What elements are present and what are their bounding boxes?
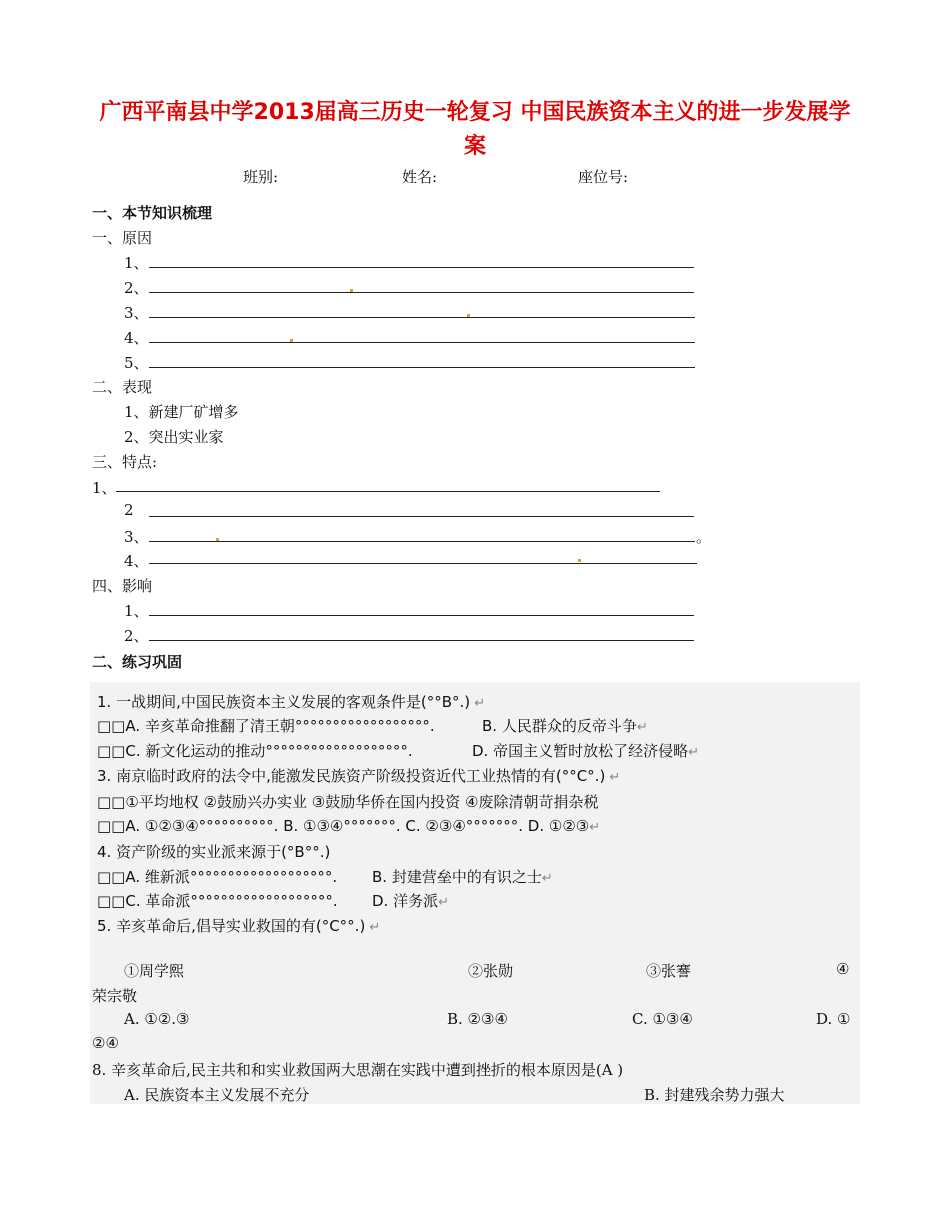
question-3: 3. 南京临时政府的法令中,能激发民族资产阶级投资近代工业热情的有(°°C°.) ↵ xyxy=(97,767,621,785)
answer-blank-line[interactable] xyxy=(149,516,694,517)
question-5-choice-4-continued: 荣宗敬 xyxy=(92,987,138,1005)
subheading-causes: 一、原因 xyxy=(92,229,153,247)
question-5: 5. 辛亥革命后,倡导实业救国的有(°C°°.) ↵ xyxy=(97,917,381,935)
stray-mark xyxy=(290,339,293,342)
subheading-manifestations: 二、表现 xyxy=(92,378,153,396)
cause-item-5: 5、 xyxy=(124,354,149,372)
feature-item-1: 1、 xyxy=(92,479,117,497)
impact-item-1: 1、 xyxy=(124,602,149,620)
answer-blank-line[interactable] xyxy=(149,342,695,343)
page-title-continued: 案 xyxy=(463,134,486,159)
question-8-option-a: A. 民族资本主义发展不充分 xyxy=(124,1086,310,1104)
answer-blank-line[interactable] xyxy=(149,615,694,616)
question-4-option-c: □□C. 革命派°°°°°°°°°°°°°°°°°°°. xyxy=(97,892,338,910)
question-5-option-d: D. ① xyxy=(816,1010,851,1028)
answer-blank-line[interactable] xyxy=(149,367,695,368)
answer-blank-line[interactable] xyxy=(149,317,695,318)
question-4-option-d: D. 洋务派↵ xyxy=(372,892,449,910)
question-1-option-b: B. 人民群众的反帝斗争↵ xyxy=(482,717,648,735)
feature-item-2: 2 xyxy=(124,501,134,519)
question-1-option-a: □□A. 辛亥革命推翻了清王朝°°°°°°°°°°°°°°°°°°. xyxy=(97,717,435,735)
stray-mark xyxy=(350,289,353,292)
stray-mark xyxy=(467,314,470,317)
question-5-choice-4: ④ xyxy=(836,960,850,978)
question-5-option-d-continued: ②④ xyxy=(92,1034,119,1052)
question-3-statements: □□①平均地权 ②鼓励兴办实业 ③鼓励华侨在国内投资 ④废除清朝苛捐杂税 xyxy=(97,793,599,811)
question-5-choice-2: ②张勋 xyxy=(468,962,514,980)
cause-item-4: 4、 xyxy=(124,329,149,347)
answer-blank-line[interactable] xyxy=(149,267,694,268)
feature-item-3: 3、 xyxy=(124,528,149,546)
stray-mark xyxy=(216,538,219,541)
seat-label: 座位号: xyxy=(578,168,629,186)
question-5-option-a: A. ①②.③ xyxy=(124,1010,190,1028)
question-4: 4. 资产阶级的实业派来源于(°B°°.) xyxy=(97,843,331,861)
question-5-option-c: C. ①③④ xyxy=(632,1010,693,1028)
subheading-features: 三、特点: xyxy=(92,453,158,471)
answer-blank-line[interactable] xyxy=(116,491,660,492)
question-4-option-a: □□A. 维新派°°°°°°°°°°°°°°°°°°°. xyxy=(97,868,338,886)
impact-item-2: 2、 xyxy=(124,627,149,645)
answer-blank-line[interactable] xyxy=(149,640,694,641)
question-1-option-c: □□C. 新文化运动的推动°°°°°°°°°°°°°°°°°°°. xyxy=(97,742,413,760)
name-label: 姓名: xyxy=(402,168,438,186)
question-3-answers: □□A. ①②③④°°°°°°°°°°. B. ①③④°°°°°°°. C. ②③④°°°°°°°. D. ①②③↵ xyxy=(97,817,601,835)
question-5-option-b: B. ②③④ xyxy=(447,1010,508,1028)
question-5-choice-3: ③张謇 xyxy=(646,962,692,980)
question-8-option-b: B. 封建残余势力强大 xyxy=(644,1086,785,1104)
section-heading-knowledge: 一、本节知识梳理 xyxy=(92,204,213,222)
cause-item-1: 1、 xyxy=(124,254,149,272)
manifestation-item-2: 2、突出实业家 xyxy=(124,428,224,446)
answer-blank-line[interactable] xyxy=(149,563,697,564)
cause-item-2: 2、 xyxy=(124,279,149,297)
section-heading-exercises: 二、练习巩固 xyxy=(92,653,183,671)
question-8: 8. 辛亥革命后,民主共和和实业救国两大思潮在实践中遭到挫折的根本原因是(A ) xyxy=(92,1061,624,1079)
question-1-option-d: D. 帝国主义暂时放松了经济侵略↵ xyxy=(472,742,699,760)
sentence-end-mark: 。 xyxy=(696,528,712,546)
stray-mark xyxy=(578,559,581,562)
question-1: 1. 一战期间,中国民族资本主义发展的客观条件是(°°B°.) ↵ xyxy=(97,693,486,711)
question-4-option-b: B. 封建营垒中的有识之士↵ xyxy=(372,868,553,886)
question-5-choice-1: ①周学熙 xyxy=(124,962,185,980)
cause-item-3: 3、 xyxy=(124,304,149,322)
manifestation-item-1: 1、新建厂矿增多 xyxy=(124,403,239,421)
answer-blank-line[interactable] xyxy=(149,541,695,542)
class-label: 班别: xyxy=(243,168,279,186)
subheading-impact: 四、影响 xyxy=(92,577,153,595)
answer-blank-line[interactable] xyxy=(149,292,694,293)
feature-item-4: 4、 xyxy=(124,552,149,570)
page-title: 广西平南县中学2013届高三历史一轮复习 中国民族资本主义的进一步发展学 xyxy=(99,100,851,125)
